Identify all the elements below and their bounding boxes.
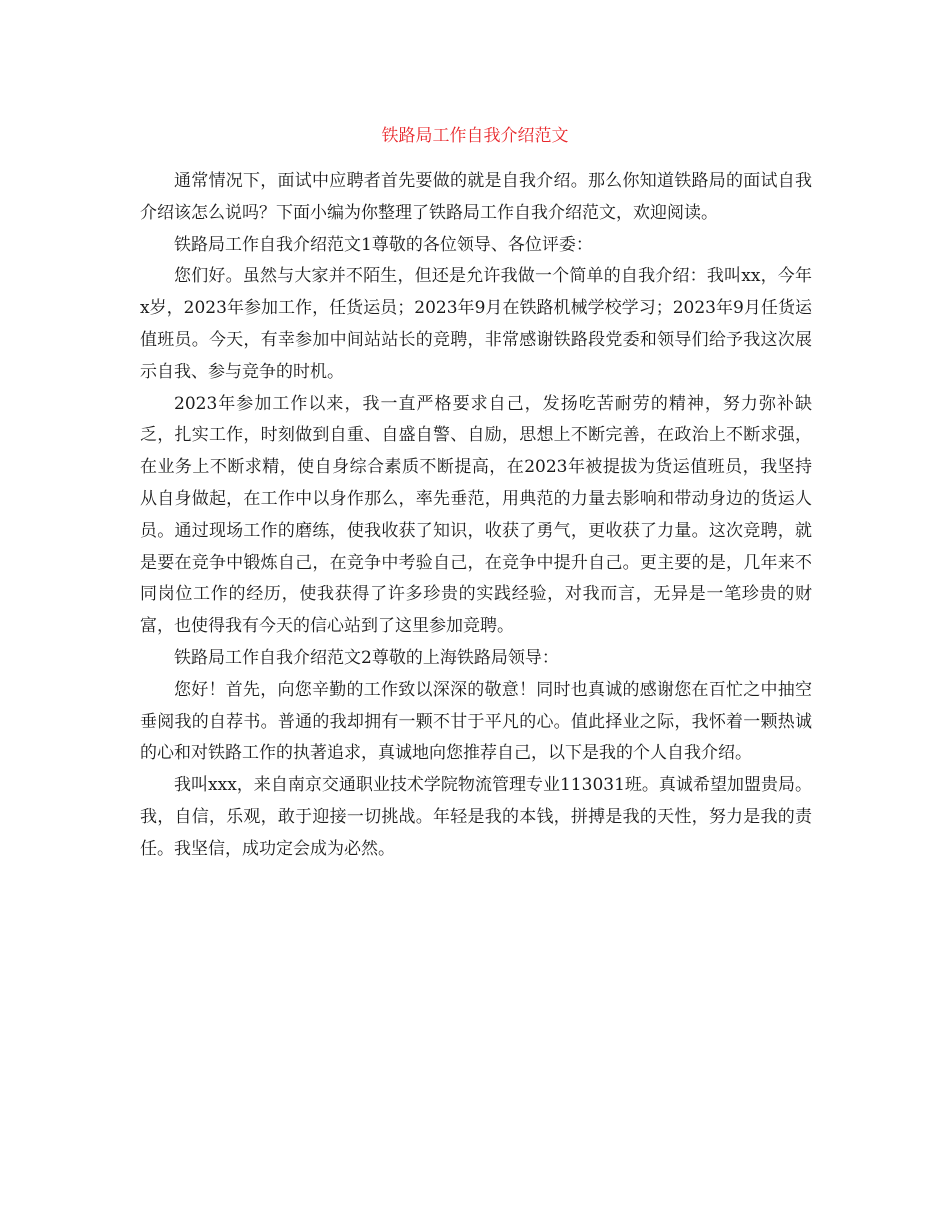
paragraph-sample-2-body: 我叫xxx，来自南京交通职业技术学院物流管理专业113031班。真诚希望加盟贵局。我，自信，乐观，敢于迎接一切挑战。年轻是我的本钱，拼搏是我的天性，努力是我的责任。我坚信，成功定会成为必然。 (140, 775, 812, 859)
paragraph-sample-1-heading: 铁路局工作自我介绍范文1尊敬的各位领导、各位评委： (174, 234, 593, 255)
paragraph-sample-1-greeting: 您们好。虽然与大家并不陌生，但还是允许我做一个简单的自我介绍：我叫xx，今年x岁，2023年参加工作，任货运员；2023年9月在铁路机械学校学习；2023年9月任货运值班员。今天，有幸参加中间站站长的竞聘，非常感谢铁路段党委和领导们给予我这次展示自我、参与竞争的时机。 (140, 266, 812, 382)
document-body (140, 166, 812, 866)
paragraph-intro: 通常情况下，面试中应聘者首先要做的就是自我介绍。那么你知道铁路局的面试自我介绍该怎么说吗？下面小编为你整理了铁路局工作自我介绍范文，欢迎阅读。 (140, 171, 812, 223)
paragraph-sample-2-greeting: 您好！首先，向您辛勤的工作致以深深的敬意！同时也真诚的感谢您在百忙之中抽空垂阅我的自荐书。普通的我却拥有一颗不甘于平凡的心。值此择业之际，我怀着一颗热诚的心和对铁路工作的执著追求，真诚地向您推荐自己，以下是我的个人自我介绍。 (140, 679, 812, 764)
document-title: 铁路局工作自我介绍范文 (381, 126, 569, 146)
paragraph-sample-2-heading: 铁路局工作自我介绍范文2尊敬的上海铁路局领导： (174, 647, 559, 668)
paragraph-sample-1-body: 2023年参加工作以来，我一直严格要求自己，发扬吃苦耐劳的精神，努力弥补缺乏，扎实工作，时刻做到自重、自盛自警、自励，思想上不断完善，在政治上不断求强，在业务上不断求精，使自身综合素质不断提高，在2023年被提拔为货运值班员，我坚持从自身做起，在工作中以身作那么，率先垂范，用典范的力量去影响和带动身边的货运人员。通过现场工作的磨练，使我收获了知识，收获了勇气，更收获了力量。这次竞聘，就是要在竞争中锻炼自己，在竞争中考验自己，在竞争中提升自己。更主要的是，几年来不同岗位工作的经历，使我获得了许多珍贵的实践经验，对我而言，无异是一笔珍贵的财富，也使得我有今天的信心站到了这里参加竞聘。 (140, 393, 812, 637)
